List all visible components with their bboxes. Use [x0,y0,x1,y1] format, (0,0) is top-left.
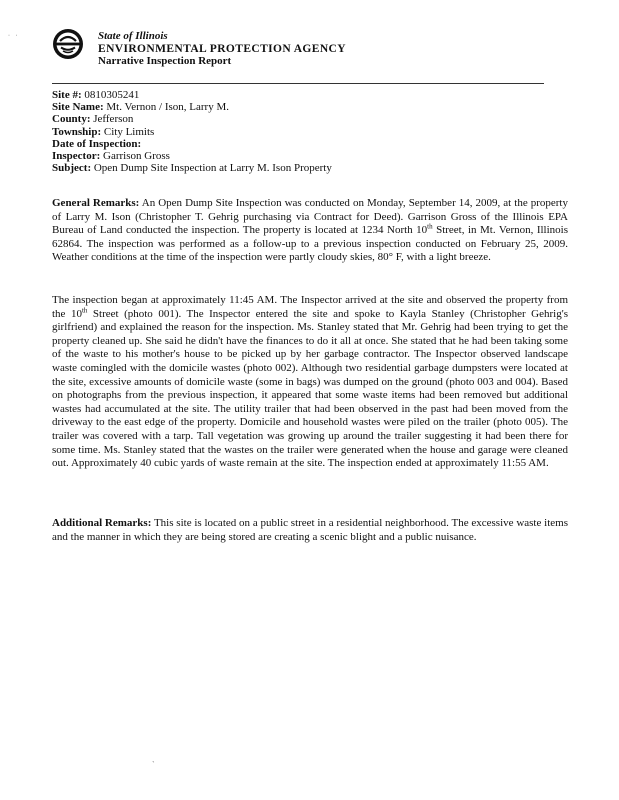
inspection-narrative-superscript: th [81,305,88,314]
township-row [52,126,552,138]
inspector-value: Garrison Gross [103,150,170,163]
site-name-row [52,101,552,113]
township-value: City Limits [103,125,155,138]
township-label: Township: [52,125,102,138]
site-name-value: Mt. Vernon / Ison, Larry M. [106,101,229,114]
general-remarks-text-b: Street, in Mt. Vernon, Illinois 62864. The inspection was performed as a follow-up to a previous inspection conducted on February 25, 2009. Weather conditions at the time of the inspection were partly cloudy skies, 80° F, with a light breeze. [52,224,569,264]
additional-remarks-label: Additional Remarks: [52,517,152,529]
general-remarks-superscript: th [427,222,433,231]
inspection-date-row [52,138,552,150]
agency-block [98,30,346,68]
additional-remarks-paragraph [52,517,568,544]
inspection-date-label: Date of Inspection: [52,137,142,150]
site-number-value: 0810305241 [84,89,140,101]
header-divider [52,83,544,84]
subject-label: Subject: [52,162,92,175]
letterhead [52,28,552,74]
inspection-narrative-text-a: The inspection began at approximately 11:45 AM. The Inspector arrived at the site and observed the property from the 10 [52,294,568,320]
report-fields [52,89,552,174]
inspection-narrative-text-b: Street (photo 001). The Inspector entered the site and spoke to Kayla Stanley (Christopher Gehrig's girlfriend) and explained the reason for the inspection. Ms. Stanley stated that Mr. Gehrig had been trying to get the property cleaned up. She said he didn't have the finances to do it all at once. She stated that he had been taking some of the waste to his mother's house to be picked up by her garbage contractor. The Inspector observed landscape waste comingled with the domicile wastes (photo 002). Although two residential garbage dumpsters were located at the site, excessive amounts of domicile waste (some in bags) was dumped on the ground (photo 003 and 004). Based on photographs from the previous inspection, it appeared that some waste items had been removed but additional wastes had accumulated at the site. The utility trailer that had been observed in the past had been moved from the driveway to the east edge of the property. Domicile and household wastes were piled on the trailer (photo 005). The trailer was covered with a tarp. Tall vegetation was growing up around the trailer suggesting it had been there for some time. Ms. Stanley stated that the wastes on the trailer were generated when the house and garage were cleaned out. Approximately 40 cubic yards of waste remain at the site. The inspection ended at approximately 11:55 AM. [52,307,568,470]
inspector-label: Inspector: [52,150,101,163]
county-value: Jefferson [93,113,134,126]
site-number-label: Site #: [52,89,82,101]
state-name: State of Illinois [98,30,168,42]
county-row [52,113,552,125]
general-remarks-label: General Remarks: [52,197,140,209]
subject-row [52,162,552,174]
scan-speck: ` [152,760,155,769]
report-type: Narrative Inspection Report [98,55,232,67]
subject-value: Open Dump Site Inspection at Larry M. Ison Property [93,162,332,175]
additional-remarks-text: This site is located on a public street in a residential neighborhood. The excessive waste items and the manner in which they are being stored are creating a scenic blight and a public nuisance. [52,517,568,543]
general-remarks-paragraph [52,197,568,265]
county-label: County: [52,113,91,126]
site-number-row [52,89,552,101]
inspector-row [52,150,552,162]
site-name-label: Site Name: [52,101,104,114]
agency-name: ENVIRONMENTAL PROTECTION AGENCY [98,42,346,55]
inspection-narrative-paragraph [52,294,568,471]
illinois-epa-logo-icon [52,28,84,60]
scan-artifact: · · [8,33,20,39]
general-remarks-text-a: An Open Dump Site Inspection was conducted on Monday, September 14, 2009, at the property of Larry M. Ison (Christopher T. Gehrig purchasing via Contract for Deed). Garrison Gross of the Illinois EPA Bureau of Land conducted the inspection. The property is located at 1234 North 10 [52,197,568,237]
